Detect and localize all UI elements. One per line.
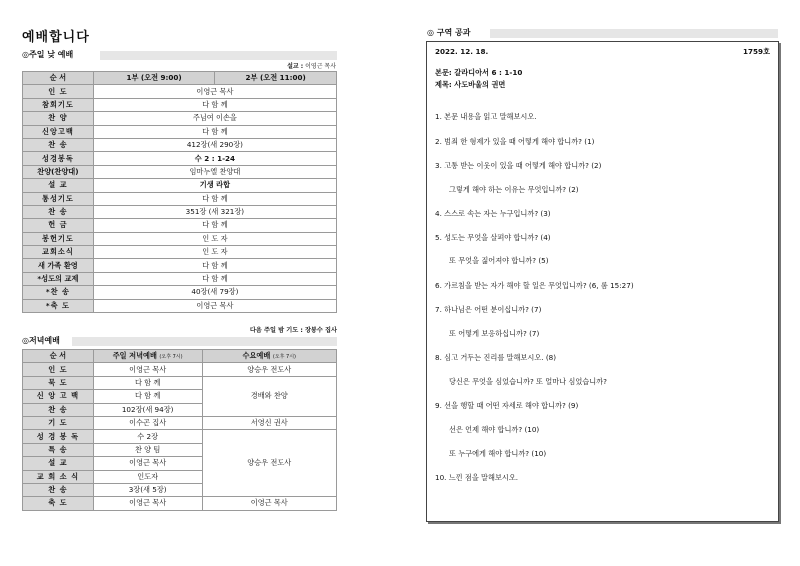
row-value: 다 함 께 — [93, 219, 336, 232]
row-label: 인 도 — [23, 363, 94, 376]
sunday-service-heading-text: ◎주일 낮 예배 — [22, 50, 74, 59]
row-value: 임마누엘 찬양대 — [93, 165, 336, 178]
lesson-box — [426, 41, 779, 522]
row-label: 설 교 — [23, 179, 94, 192]
sunday-value: 다 함 께 — [93, 376, 202, 389]
question-subitem: 또 누구에게 해야 합니까? (10) — [449, 449, 547, 458]
row-label: 통성기도 — [23, 192, 94, 205]
row-label: 교 회 소 식 — [23, 470, 94, 483]
row-label: 헌 금 — [23, 219, 94, 232]
lesson-scripture: 본문: 갈라디아서 6 : 1-10 — [435, 68, 523, 77]
row-label: 찬 송 — [23, 403, 94, 416]
sermon-preacher — [200, 61, 336, 70]
row-label: 찬양(찬양대) — [23, 165, 94, 178]
row-value: 이영근 목사 — [93, 299, 336, 312]
sunday-value: 3장(새 5장) — [93, 483, 202, 496]
table-row — [23, 259, 337, 272]
lesson-subject: 제목: 사도바울의 권면 — [435, 80, 506, 89]
row-label: 찬 송 — [23, 205, 94, 218]
wednesday-label: 수요예배 — [242, 351, 271, 361]
question-item: 9. 선을 행할 때 어떤 자세로 해야 합니까? (9) — [435, 401, 579, 410]
table-row — [23, 98, 337, 111]
sunday-value: 인도자 — [93, 470, 202, 483]
row-label: 성 경 봉 독 — [23, 430, 94, 443]
row-label: 교회소식 — [23, 246, 94, 259]
row-value: 40장(새 79장) — [93, 286, 336, 299]
sunday-value: 찬 양 팀 — [93, 443, 202, 456]
sunday-value: 수 2장 — [93, 430, 202, 443]
row-value: 주님여 이손을 — [93, 112, 336, 125]
sunday-evening-label: 주일 저녁예배 — [112, 351, 157, 361]
lesson-issue-number: 1759호 — [743, 47, 770, 56]
column-header-order: 순 서 — [23, 350, 94, 363]
sunday-value: 이영근 목사 — [93, 457, 202, 470]
preacher-label: 설교 : — [287, 63, 304, 70]
table-row — [23, 497, 337, 510]
question-subitem: 그렇게 해야 하는 이유는 무엇입니까? (2) — [449, 185, 579, 194]
sunday-value: 이영근 목사 — [93, 363, 202, 376]
table-row — [23, 165, 337, 178]
row-label: 찬 송 — [23, 138, 94, 151]
question-item: 10. 느낀 점을 말해보시오. — [435, 473, 519, 482]
sunday-evening-time: (오후 7시) — [159, 354, 183, 361]
row-value: 412장(새 290장) — [93, 138, 336, 151]
sunday-value: 102장(새 94장) — [93, 403, 202, 416]
table-row — [23, 138, 337, 151]
row-label: 성경봉독 — [23, 152, 94, 165]
lesson-date: 2022. 12. 18. — [435, 47, 489, 56]
scripture-reading-value: 수 2 : 1-24 — [93, 152, 336, 165]
table-row — [23, 363, 337, 376]
row-value: 인 도 자 — [93, 246, 336, 259]
row-label: 신 앙 고 백 — [23, 390, 94, 403]
sunday-heading-bar — [100, 51, 337, 60]
table-row — [23, 246, 337, 259]
sunday-service-heading — [22, 49, 73, 60]
lesson-heading-text: ◎ 구역 공과 — [427, 28, 471, 37]
evening-service-heading-text: ◎저녁예배 — [22, 336, 60, 345]
row-label: 축 도 — [23, 497, 94, 510]
table-row — [23, 112, 337, 125]
table-row — [23, 272, 337, 285]
question-item: 2. 범죄 한 형제가 있을 때 어떻게 해야 합니까? (1) — [435, 137, 595, 146]
row-label: 찬 양 — [23, 112, 94, 125]
question-subitem: 또 무엇을 짊어져야 합니까? (5) — [449, 256, 549, 265]
row-value: 다 함 께 — [93, 125, 336, 138]
table-header-row — [23, 72, 337, 85]
wednesday-time: (오후 7시) — [272, 354, 296, 361]
row-label: 참회기도 — [23, 98, 94, 111]
row-value: 인 도 자 — [93, 232, 336, 245]
question-item: 4. 스스로 속는 자는 누구입니까? (3) — [435, 209, 551, 218]
wednesday-value: 경배와 찬양 — [202, 376, 336, 416]
question-item: 1. 본문 내용을 읽고 말해보시오. — [435, 112, 537, 121]
table-row — [23, 125, 337, 138]
column-header-order: 순 서 — [23, 72, 94, 85]
wednesday-value: 서영신 권사 — [202, 416, 336, 429]
row-label: *축 도 — [23, 299, 94, 312]
row-label: *성도의 교제 — [23, 272, 94, 285]
row-value: 다 함 께 — [93, 272, 336, 285]
sunday-value: 다 함 께 — [93, 390, 202, 403]
row-label: 봉헌기도 — [23, 232, 94, 245]
table-row — [23, 376, 337, 389]
row-value: 다 함 께 — [93, 192, 336, 205]
row-value: 이영근 목사 — [93, 85, 336, 98]
row-label: 설 교 — [23, 457, 94, 470]
table-row — [23, 192, 337, 205]
wednesday-value: 양승우 전도사 — [202, 430, 336, 497]
evening-service-heading — [22, 335, 60, 346]
evening-service-table — [22, 349, 337, 511]
row-value: 다 함 께 — [93, 98, 336, 111]
table-row — [23, 152, 337, 165]
lesson-heading-bar — [490, 29, 778, 38]
question-item: 7. 하나님은 어떤 분이십니까? (7) — [435, 305, 542, 314]
column-header-second-service: 2부 (오전 11:00) — [215, 72, 337, 85]
next-week-prayer: 다음 주일 밤 기도 : 장봉수 집사 — [249, 327, 337, 334]
sermon-title-value: 기생 라합 — [93, 179, 336, 192]
question-subitem: 또 어떻게 보응하십니까? (7) — [449, 329, 540, 338]
table-row — [23, 430, 337, 443]
question-subitem: 당신은 무엇을 심었습니까? 또 얼마나 심었습니까? — [449, 377, 607, 386]
wednesday-value: 이영근 목사 — [202, 497, 336, 510]
preacher-name: 이영근 목사 — [305, 63, 336, 70]
sunday-service-table — [22, 71, 337, 313]
lesson-heading — [427, 27, 470, 38]
column-header-wednesday — [202, 350, 336, 363]
table-row — [23, 219, 337, 232]
table-row — [23, 179, 337, 192]
table-row — [23, 299, 337, 312]
row-label: *찬 송 — [23, 286, 94, 299]
column-header-sunday-evening — [93, 350, 202, 363]
question-item: 8. 심고 거두는 진리를 말해보시오. (8) — [435, 353, 557, 362]
row-value: 다 함 께 — [93, 259, 336, 272]
evening-heading-bar — [72, 337, 337, 346]
column-header-first-service: 1부 (오전 9:00) — [93, 72, 215, 85]
row-label: 인 도 — [23, 85, 94, 98]
sunday-value: 이수곤 집사 — [93, 416, 202, 429]
row-label: 새 가족 환영 — [23, 259, 94, 272]
table-row — [23, 286, 337, 299]
row-label: 찬 송 — [23, 483, 94, 496]
question-item: 3. 고통 받는 이웃이 있을 때 어떻게 해야 합니까? (2) — [435, 161, 602, 170]
row-label: 묵 도 — [23, 376, 94, 389]
row-label: 특 송 — [23, 443, 94, 456]
wednesday-value: 양승우 전도사 — [202, 363, 336, 376]
row-label: 기 도 — [23, 416, 94, 429]
row-label: 신앙고백 — [23, 125, 94, 138]
table-row — [23, 85, 337, 98]
table-row — [23, 416, 337, 429]
row-value: 351장 (새 321장) — [93, 205, 336, 218]
page-title: 예배합니다 — [22, 30, 90, 45]
sunday-value: 이영근 목사 — [93, 497, 202, 510]
question-item: 6. 가르침을 받는 자가 해야 할 일은 무엇입니까? (6, 롬 15:27) — [435, 281, 634, 290]
table-header-row — [23, 350, 337, 363]
table-row — [23, 205, 337, 218]
question-item: 5. 성도는 무엇을 살펴야 합니까? (4) — [435, 233, 551, 242]
table-row — [23, 232, 337, 245]
question-subitem: 선은 언제 해야 합니까? (10) — [449, 425, 540, 434]
